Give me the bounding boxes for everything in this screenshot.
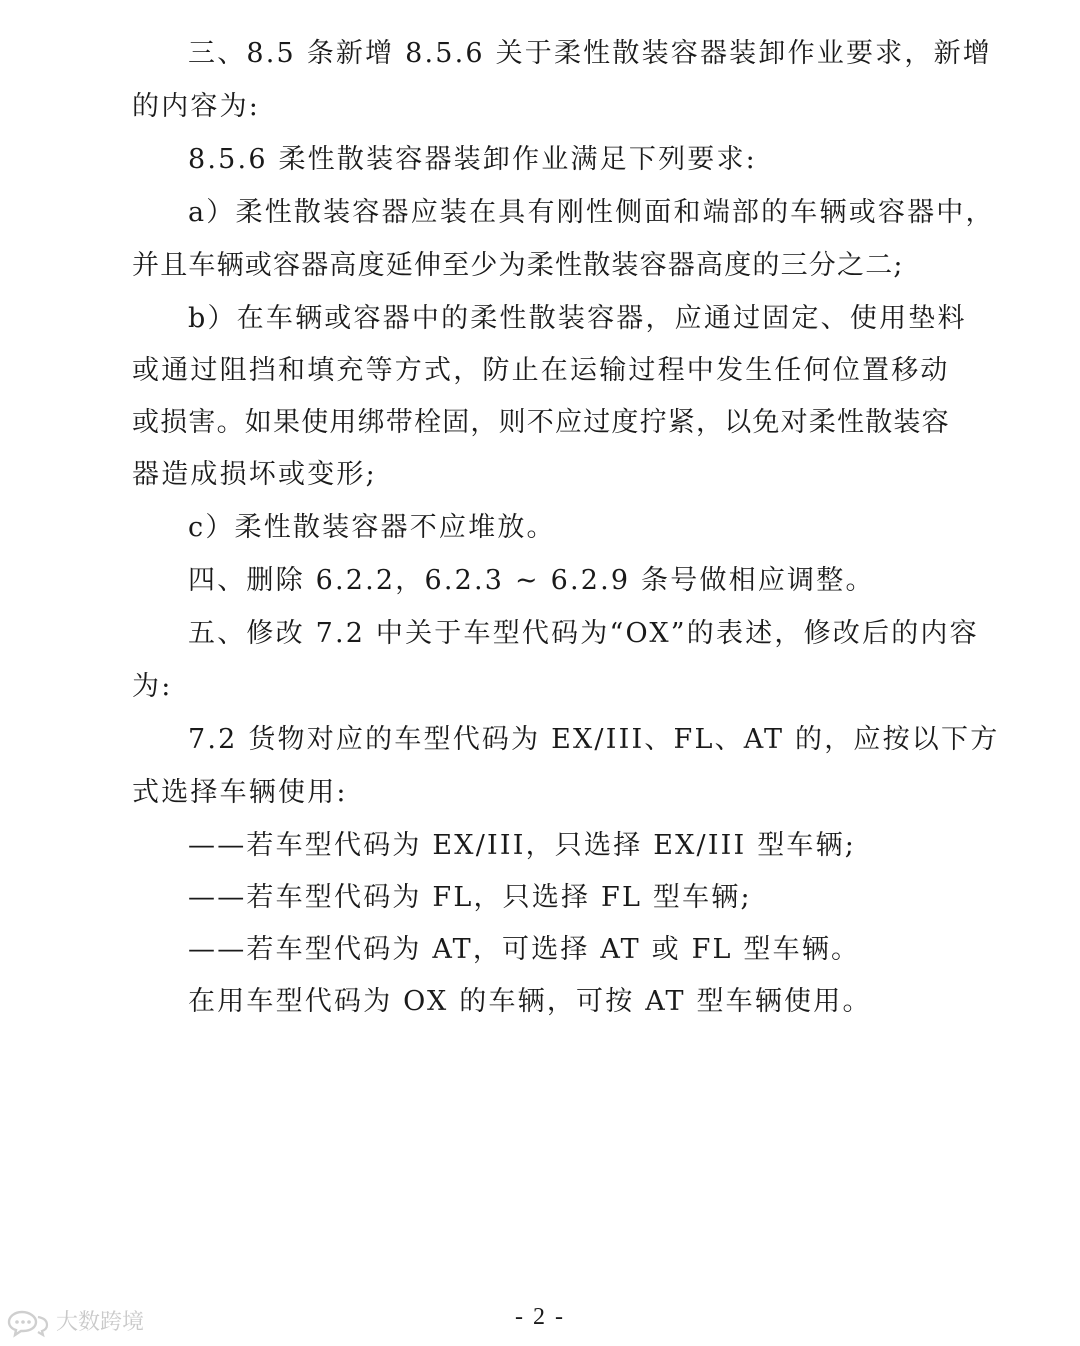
page-number: - 2 - xyxy=(515,1304,565,1330)
text-line-1: 三、8.5 条新增 8.5.6 关于柔性散装容器装卸作业要求，新增 xyxy=(188,38,992,69)
watermark xyxy=(6,1308,144,1338)
text-line-2: 的内容为: xyxy=(132,91,261,122)
text-line-13: 为: xyxy=(132,671,173,702)
text-line-16: ——若车型代码为 EX/III，只选择 EX/III 型车辆; xyxy=(188,830,857,861)
text-line-9: 器造成损坏或变形; xyxy=(132,459,377,490)
text-line-14: 7.2 货物对应的车型代码为 EX/III、FL、AT 的，应按以下方 xyxy=(188,724,1000,755)
text-line-8: 或损害。如果使用绑带栓固，则不应过度拧紧，以免对柔性散装容 xyxy=(132,407,950,438)
watermark-text: 大数跨境 xyxy=(56,1310,145,1335)
text-line-19: 在用车型代码为 OX 的车辆，可按 AT 型车辆使用。 xyxy=(188,986,872,1017)
text-line-5: 并且车辆或容器高度延伸至少为柔性散装容器高度的三分之二; xyxy=(132,250,904,281)
text-line-3: 8.5.6 柔性散装容器装卸作业满足下列要求: xyxy=(188,144,757,175)
text-line-18: ——若车型代码为 AT，可选择 AT 或 FL 型车辆。 xyxy=(188,934,861,965)
text-line-10: c）柔性散装容器不应堆放。 xyxy=(188,512,556,543)
text-line-4: a）柔性散装容器应装在具有刚性侧面和端部的车辆或容器中， xyxy=(188,197,995,228)
text-line-15: 式选择车辆使用: xyxy=(132,777,348,808)
text-line-7: 或通过阻挡和填充等方式，防止在运输过程中发生任何位置移动 xyxy=(132,355,950,386)
text-line-12: 五、修改 7.2 中关于车型代码为“OX”的表述，修改后的内容 xyxy=(188,618,979,649)
text-line-17: ——若车型代码为 FL，只选择 FL 型车辆; xyxy=(188,882,752,913)
text-line-11: 四、删除 6.2.2，6.2.3 ~ 6.2.9 条号做相应调整。 xyxy=(188,565,875,596)
chat-bubble-logo-icon xyxy=(6,1308,50,1338)
text-line-6: b）在车辆或容器中的柔性散装容器，应通过固定、使用垫料 xyxy=(188,303,967,334)
